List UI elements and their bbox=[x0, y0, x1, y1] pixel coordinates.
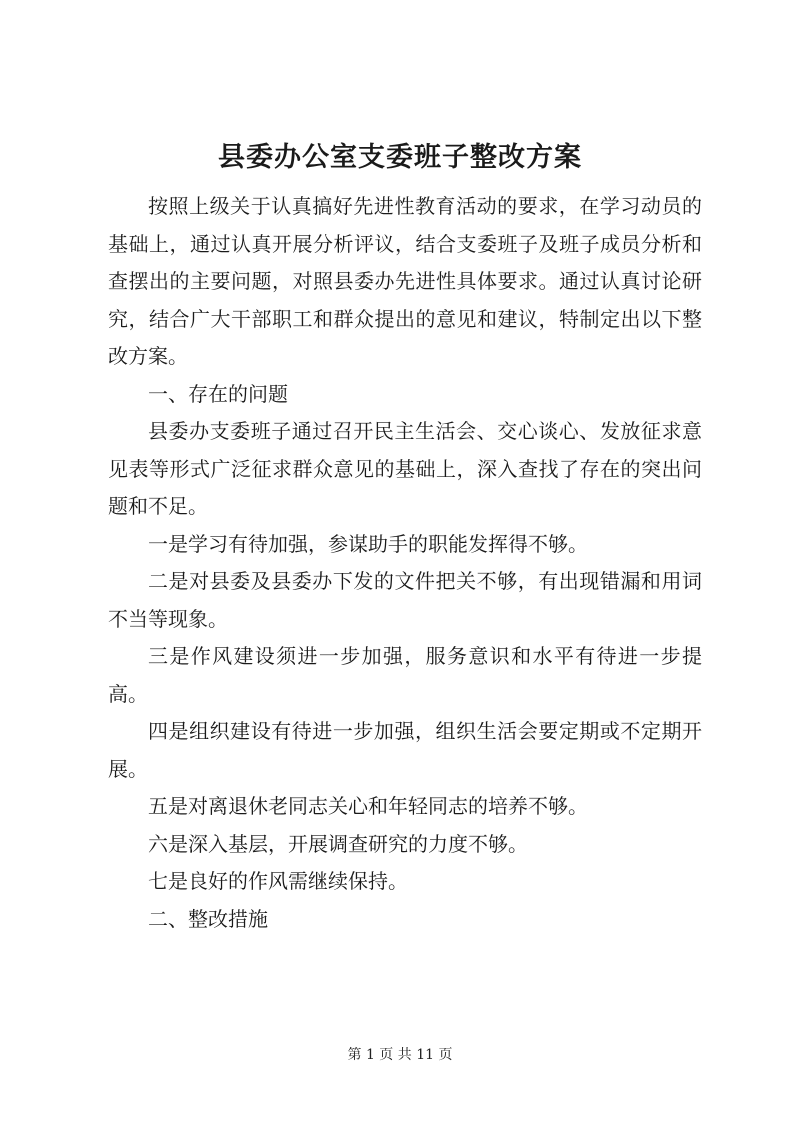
section-heading-measures: 二、整改措施 bbox=[148, 906, 268, 931]
problem-item-3: 三是作风建设须进一步加强，服务意识和水平有待进一步提高。 bbox=[108, 644, 702, 706]
problem-item-5: 五是对离退休老同志关心和年轻同志的培养不够。 bbox=[148, 794, 588, 818]
document-body bbox=[108, 188, 702, 938]
problem-item-6: 六是深入基层，开展调查研究的力度不够。 bbox=[148, 831, 528, 856]
problem-item-7: 七是良好的作风需继续保持。 bbox=[148, 869, 408, 893]
section-heading-problems: 一、存在的问题 bbox=[148, 381, 288, 406]
problem-item-2: 二是对县委及县委办下发的文件把关不够，有出现错漏和用词不当等现象。 bbox=[108, 569, 702, 631]
intro-paragraph: 按照上级关于认真搞好先进性教育活动的要求，在学习动员的基础上，通过认真开展分析评议，结合支委班子及班子成员分析和查摆出的主要问题，对照县委办先进性具体要求。通过认真讨论研究，结合广大干部职工和群众提出的意见和建议，特制定出以下整改方案。 bbox=[108, 194, 702, 368]
problem-item-4: 四是组织建设有待进一步加强，组织生活会要定期或不定期开展。 bbox=[108, 719, 702, 781]
problem-item-1: 一是学习有待加强，参谋助手的职能发挥得不够。 bbox=[148, 531, 588, 556]
page-number-footer: 第 1 页 共 11 页 bbox=[347, 1047, 453, 1063]
problems-summary-paragraph: 县委办支委班子通过召开民主生活会、交心谈心、发放征求意见表等形式广泛征求群众意见的基础上，深入查找了存在的突出问题和不足。 bbox=[108, 419, 702, 518]
document-title: 县委办公室支委班子整改方案 bbox=[218, 142, 582, 173]
